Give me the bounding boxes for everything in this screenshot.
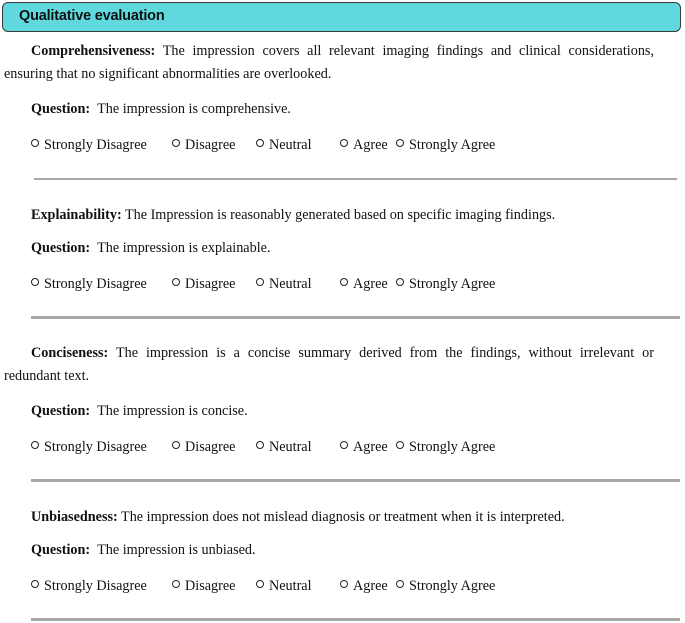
radio-icon[interactable] <box>31 580 39 588</box>
rating-options-explainability <box>31 275 631 295</box>
option-strongly-agree[interactable]: Strongly Agree <box>396 577 495 595</box>
section-divider <box>31 618 680 621</box>
radio-icon[interactable] <box>256 441 264 449</box>
criterion-description-explainability <box>31 204 671 227</box>
criterion-description-comprehensiveness <box>4 40 654 86</box>
criterion-text: The impression does not mislead diagnosis or treatment when it is interpreted. <box>117 509 565 525</box>
criterion-name: Unbiasedness: <box>31 509 118 525</box>
radio-icon[interactable] <box>172 139 180 147</box>
radio-icon[interactable] <box>31 139 39 147</box>
criterion-text: The impression covers all relevant imaging findings and clinical considerations, ensuring that no significant abnormalities are overlooked. <box>4 43 654 82</box>
rating-options-comprehensiveness <box>31 136 631 156</box>
radio-icon[interactable] <box>340 139 348 147</box>
criterion-text: The Impression is reasonably generated based on specific imaging findings. <box>121 207 556 223</box>
question-text: The impression is comprehensive. <box>97 101 291 117</box>
option-neutral[interactable]: Neutral <box>256 275 312 293</box>
option-strongly-agree[interactable]: Strongly Agree <box>396 275 495 293</box>
option-neutral[interactable]: Neutral <box>256 438 312 456</box>
option-disagree[interactable]: Disagree <box>172 438 235 456</box>
criterion-name: Comprehensiveness: <box>31 43 156 59</box>
option-strongly-disagree[interactable]: Strongly Disagree <box>31 438 147 456</box>
radio-icon[interactable] <box>256 139 264 147</box>
question-label: Question: <box>31 240 91 256</box>
question-text: The impression is explainable. <box>97 240 271 256</box>
option-agree[interactable]: Agree <box>340 438 388 456</box>
option-disagree[interactable]: Disagree <box>172 275 235 293</box>
option-strongly-disagree[interactable]: Strongly Disagree <box>31 577 147 595</box>
question-unbiasedness <box>31 541 256 559</box>
radio-icon[interactable] <box>31 278 39 286</box>
question-text: The impression is unbiased. <box>97 542 256 558</box>
question-label: Question: <box>31 101 91 117</box>
option-agree[interactable]: Agree <box>340 577 388 595</box>
option-neutral[interactable]: Neutral <box>256 577 312 595</box>
radio-icon[interactable] <box>172 580 180 588</box>
question-comprehensiveness <box>31 100 291 118</box>
radio-icon[interactable] <box>396 441 404 449</box>
option-agree[interactable]: Agree <box>340 275 388 293</box>
criterion-description-unbiasedness <box>31 506 671 529</box>
radio-icon[interactable] <box>172 441 180 449</box>
question-label: Question: <box>31 542 91 558</box>
section-divider <box>34 178 677 180</box>
option-disagree[interactable]: Disagree <box>172 577 235 595</box>
question-text: The impression is concise. <box>97 403 248 419</box>
radio-icon[interactable] <box>396 278 404 286</box>
radio-icon[interactable] <box>340 580 348 588</box>
criterion-name: Conciseness: <box>31 345 109 361</box>
radio-icon[interactable] <box>340 278 348 286</box>
header-title: Qualitative evaluation <box>19 8 165 24</box>
section-divider <box>31 479 680 482</box>
criterion-name: Explainability: <box>31 207 122 223</box>
rating-options-unbiasedness <box>31 577 631 597</box>
question-conciseness <box>31 402 248 420</box>
radio-icon[interactable] <box>396 139 404 147</box>
option-strongly-disagree[interactable]: Strongly Disagree <box>31 136 147 154</box>
question-label: Question: <box>31 403 91 419</box>
section-header <box>2 2 681 32</box>
criterion-text: The impression is a concise summary derived from the findings, without irrelevant or redundant text. <box>4 345 654 384</box>
radio-icon[interactable] <box>256 278 264 286</box>
radio-icon[interactable] <box>340 441 348 449</box>
rating-options-conciseness <box>31 438 631 458</box>
option-agree[interactable]: Agree <box>340 136 388 154</box>
option-strongly-disagree[interactable]: Strongly Disagree <box>31 275 147 293</box>
option-strongly-agree[interactable]: Strongly Agree <box>396 136 495 154</box>
question-explainability <box>31 239 271 257</box>
radio-icon[interactable] <box>256 580 264 588</box>
option-disagree[interactable]: Disagree <box>172 136 235 154</box>
option-neutral[interactable]: Neutral <box>256 136 312 154</box>
radio-icon[interactable] <box>172 278 180 286</box>
section-divider <box>31 316 680 319</box>
radio-icon[interactable] <box>31 441 39 449</box>
radio-icon[interactable] <box>396 580 404 588</box>
criterion-description-conciseness <box>4 342 654 388</box>
option-strongly-agree[interactable]: Strongly Agree <box>396 438 495 456</box>
